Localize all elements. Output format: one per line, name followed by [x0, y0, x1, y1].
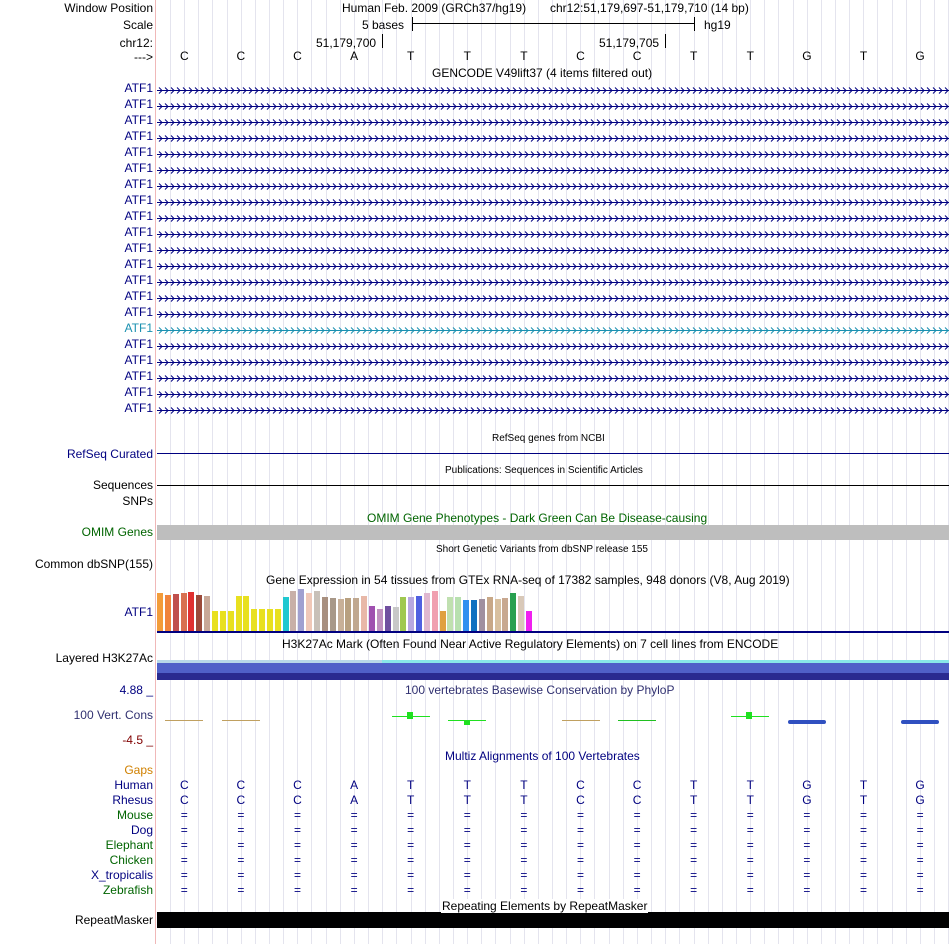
- gencode-transcript-intron[interactable]: [157, 340, 949, 349]
- phylop-score-mark[interactable]: [165, 720, 203, 721]
- base-letter: C: [293, 49, 302, 63]
- gtex-tissue-bar[interactable]: [157, 593, 163, 631]
- gtex-label[interactable]: ATF1: [124, 605, 153, 619]
- publications-label-snps[interactable]: SNPs: [122, 494, 153, 508]
- coord-label-1: 51,179,700: [316, 36, 377, 50]
- multiz-base: =: [520, 883, 528, 897]
- gtex-tissue-bar[interactable]: [267, 609, 273, 631]
- gencode-transcript-intron[interactable]: [157, 372, 949, 381]
- gtex-tissue-bar[interactable]: [361, 596, 367, 631]
- phylop-score-mark[interactable]: [618, 720, 656, 721]
- multiz-base: T: [859, 778, 868, 792]
- omim-label[interactable]: OMIM Genes: [81, 525, 153, 539]
- gencode-transcript-intron[interactable]: [157, 100, 949, 109]
- multiz-base: =: [633, 838, 641, 852]
- base-letter: T: [463, 49, 471, 63]
- multiz-base: =: [633, 808, 641, 822]
- base-letter: T: [746, 49, 754, 63]
- gencode-transcript-label[interactable]: ATF1: [124, 401, 153, 415]
- gtex-tissue-bar[interactable]: [463, 600, 469, 631]
- multiz-base: =: [350, 883, 358, 897]
- multiz-base: =: [803, 838, 811, 852]
- multiz-base: =: [407, 838, 415, 852]
- gencode-transcript-label[interactable]: ATF1: [124, 209, 153, 223]
- multiz-base: =: [293, 808, 301, 822]
- gencode-transcript-label[interactable]: ATF1: [124, 145, 153, 159]
- multiz-title[interactable]: Multiz Alignments of 100 Vertebrates: [445, 749, 640, 763]
- refseq-title[interactable]: RefSeq genes from NCBI: [492, 433, 605, 444]
- gtex-tissue-bar[interactable]: [243, 596, 249, 631]
- phylop-score-mark[interactable]: [731, 716, 769, 717]
- multiz-species-label[interactable]: Elephant: [105, 838, 153, 852]
- multiz-base: T: [746, 778, 754, 792]
- base-letter: T: [690, 49, 698, 63]
- gencode-transcript-intron[interactable]: [157, 324, 949, 333]
- multiz-base: =: [746, 808, 754, 822]
- base-letter: C: [632, 49, 642, 63]
- multiz-base: =: [690, 883, 698, 897]
- multiz-base: =: [407, 883, 415, 897]
- base-letter: G: [802, 49, 812, 63]
- multiz-base: =: [916, 868, 924, 882]
- multiz-base: C: [576, 793, 585, 807]
- dbsnp-title[interactable]: Short Genetic Variants from dbSNP release 155: [436, 544, 648, 555]
- multiz-base: =: [633, 883, 641, 897]
- assembly-title: Human Feb. 2009 (GRCh37/hg19): [342, 1, 527, 15]
- multiz-base: C: [293, 793, 302, 807]
- gtex-tissue-bar[interactable]: [385, 606, 391, 631]
- gencode-transcript-intron[interactable]: [157, 84, 949, 93]
- gencode-transcript-label[interactable]: ATF1: [124, 305, 153, 319]
- multiz-base: A: [350, 793, 359, 807]
- multiz-base: =: [916, 808, 924, 822]
- base-letter: A: [350, 49, 359, 63]
- multiz-base: T: [520, 793, 528, 807]
- multiz-base: =: [916, 883, 924, 897]
- multiz-base: T: [746, 793, 754, 807]
- gtex-tissue-bar[interactable]: [204, 596, 210, 631]
- phylop-score-mark[interactable]: [901, 720, 939, 724]
- window-position-label: Window Position: [64, 1, 153, 15]
- multiz-species-label[interactable]: Zebrafish: [102, 883, 153, 897]
- gencode-transcript-intron[interactable]: [157, 196, 949, 205]
- gtex-tissue-bar[interactable]: [212, 611, 218, 631]
- multiz-base: =: [463, 883, 471, 897]
- multiz-base: =: [237, 838, 245, 852]
- multiz-base: =: [463, 853, 471, 867]
- refseq-gene-line[interactable]: [157, 453, 949, 454]
- gencode-transcript-label[interactable]: ATF1: [124, 177, 153, 191]
- multiz-species-label[interactable]: Rhesus: [112, 793, 153, 807]
- multiz-base: C: [632, 778, 642, 792]
- gencode-transcript-label[interactable]: ATF1: [124, 385, 153, 399]
- gencode-transcript-label[interactable]: ATF1: [124, 193, 153, 207]
- base-letter: T: [407, 49, 415, 63]
- multiz-base: =: [407, 808, 415, 822]
- gtex-tissue-bar[interactable]: [181, 593, 187, 631]
- multiz-base: =: [180, 883, 188, 897]
- repeatmasker-title[interactable]: Repeating Elements by RepeatMasker: [442, 899, 648, 913]
- multiz-base: =: [180, 868, 188, 882]
- multiz-base: =: [520, 808, 528, 822]
- gtex-tissue-bar[interactable]: [393, 607, 399, 631]
- publications-line[interactable]: [157, 485, 949, 486]
- multiz-base: =: [859, 838, 867, 852]
- multiz-base: =: [859, 823, 867, 837]
- phylop-score-mark[interactable]: [392, 716, 430, 717]
- phylop-score-mark[interactable]: [448, 720, 486, 721]
- gtex-tissue-bar[interactable]: [330, 598, 336, 631]
- publications-label-sequences[interactable]: Sequences: [92, 478, 153, 492]
- multiz-base: G: [915, 778, 925, 792]
- h3k27ac-label[interactable]: Layered H3K27Ac: [55, 651, 153, 665]
- multiz-base: =: [859, 853, 867, 867]
- multiz-base: =: [859, 868, 867, 882]
- phylop-title[interactable]: 100 vertebrates Basewise Conservation by PhyloP: [405, 683, 675, 697]
- multiz-base: =: [180, 823, 188, 837]
- multiz-base: =: [180, 808, 188, 822]
- multiz-base: =: [293, 853, 301, 867]
- gencode-transcript-label[interactable]: ATF1: [124, 257, 153, 271]
- multiz-base: G: [915, 793, 925, 807]
- h3k27ac-title[interactable]: H3K27Ac Mark (Often Found Near Active Regulatory Elements) on 7 cell lines from ENCODE: [282, 637, 779, 651]
- multiz-base: =: [293, 838, 301, 852]
- multiz-base: =: [520, 838, 528, 852]
- gtex-tissue-bar[interactable]: [432, 591, 438, 631]
- multiz-species-label[interactable]: Human: [114, 778, 153, 792]
- multiz-base: T: [407, 793, 415, 807]
- gtex-tissue-bar[interactable]: [471, 600, 477, 631]
- multiz-base: =: [350, 823, 358, 837]
- coord-label-2: 51,179,705: [599, 36, 660, 50]
- gtex-tissue-bar[interactable]: [377, 609, 383, 631]
- h3k27ac-layer-dark[interactable]: [157, 673, 949, 680]
- gencode-transcript-label[interactable]: ATF1: [124, 273, 153, 287]
- gtex-title[interactable]: Gene Expression in 54 tissues from GTEx RNA-seq of 17382 samples, 948 donors (V8, Aug 2019): [266, 573, 790, 587]
- omim-bar[interactable]: [157, 525, 949, 540]
- multiz-base: =: [520, 853, 528, 867]
- gtex-tissue-bar[interactable]: [188, 592, 194, 631]
- multiz-base: =: [463, 808, 471, 822]
- gtex-gene-line[interactable]: [157, 631, 949, 633]
- repeatmasker-label[interactable]: RepeatMasker: [74, 913, 153, 927]
- phylop-score-mark[interactable]: [788, 720, 826, 724]
- omim-title[interactable]: OMIM Gene Phenotypes - Dark Green Can Be Disease-causing: [367, 511, 708, 525]
- scale-tick-right: [694, 17, 695, 31]
- coord-tick-2: [665, 34, 666, 48]
- gencode-transcript-label[interactable]: ATF1: [124, 81, 153, 95]
- gtex-tissue-bar[interactable]: [369, 606, 375, 631]
- gencode-transcript-intron[interactable]: [157, 212, 949, 221]
- gencode-transcript-label[interactable]: ATF1: [124, 113, 153, 127]
- gencode-transcript-label[interactable]: ATF1: [124, 337, 153, 351]
- gencode-transcript-intron[interactable]: [157, 356, 949, 365]
- chrom-label: chr12:: [119, 36, 153, 50]
- multiz-base: =: [293, 883, 301, 897]
- gtex-tissue-bar[interactable]: [353, 598, 359, 631]
- multiz-base: =: [803, 823, 811, 837]
- gencode-transcript-intron[interactable]: [157, 388, 949, 397]
- gtex-tissue-bar[interactable]: [290, 591, 296, 631]
- multiz-base: T: [520, 778, 528, 792]
- gencode-transcript-intron[interactable]: [157, 260, 949, 269]
- multiz-base: =: [237, 823, 245, 837]
- gtex-tissue-bar[interactable]: [338, 599, 344, 631]
- base-letter: T: [859, 49, 868, 63]
- multiz-base: =: [350, 838, 358, 852]
- multiz-base: =: [633, 853, 641, 867]
- multiz-species-label[interactable]: Mouse: [116, 808, 153, 822]
- multiz-base: G: [802, 793, 812, 807]
- multiz-base: =: [916, 823, 924, 837]
- multiz-base: T: [463, 793, 471, 807]
- multiz-base: C: [179, 778, 189, 792]
- window-position-text: chr12:51,179,697-51,179,710 (14 bp): [550, 1, 749, 15]
- multiz-base: =: [633, 823, 641, 837]
- multiz-species-label[interactable]: Dog: [130, 823, 153, 837]
- multiz-base: =: [237, 808, 245, 822]
- multiz-base: =: [293, 823, 301, 837]
- gtex-tissue-bar[interactable]: [165, 595, 171, 631]
- gtex-tissue-bar[interactable]: [510, 593, 516, 631]
- multiz-base: =: [407, 868, 415, 882]
- multiz-base: =: [576, 823, 584, 837]
- multiz-base: C: [293, 778, 302, 792]
- refseq-label[interactable]: RefSeq Curated: [66, 447, 153, 461]
- dbsnp-label[interactable]: Common dbSNP(155): [34, 557, 153, 571]
- multiz-base: =: [350, 853, 358, 867]
- gtex-tissue-bar[interactable]: [479, 599, 485, 631]
- multiz-base: =: [916, 838, 924, 852]
- strand-label: --->: [134, 50, 153, 64]
- gtex-tissue-bar[interactable]: [440, 611, 446, 631]
- gencode-transcript-label[interactable]: ATF1: [124, 353, 153, 367]
- phylop-label[interactable]: 100 Vert. Cons: [73, 708, 153, 722]
- multiz-base: T: [407, 778, 415, 792]
- multiz-base: C: [632, 793, 642, 807]
- gtex-tissue-bar[interactable]: [495, 599, 501, 631]
- phylop-score-mark[interactable]: [562, 720, 600, 721]
- label-divider: [155, 0, 156, 944]
- gencode-transcript-intron[interactable]: [157, 228, 949, 237]
- scale-tick-left: [412, 17, 413, 31]
- phylop-max: 4.88 _: [119, 683, 153, 697]
- gtex-tissue-bar[interactable]: [408, 597, 414, 631]
- gtex-tissue-bar[interactable]: [518, 596, 524, 631]
- multiz-base: =: [180, 838, 188, 852]
- gtex-tissue-bar[interactable]: [314, 591, 320, 631]
- multiz-base: =: [803, 853, 811, 867]
- scale-label: Scale: [122, 18, 153, 32]
- gtex-tissue-bar[interactable]: [173, 594, 179, 631]
- gencode-transcript-label[interactable]: ATF1: [124, 161, 153, 175]
- phylop-score-mark[interactable]: [222, 720, 260, 721]
- coord-tick-1: [382, 34, 383, 48]
- multiz-base: =: [633, 868, 641, 882]
- multiz-base: =: [576, 838, 584, 852]
- gtex-tissue-bar[interactable]: [306, 593, 312, 631]
- multiz-base: =: [350, 868, 358, 882]
- gtex-tissue-bar[interactable]: [251, 609, 257, 631]
- multiz-base: =: [293, 868, 301, 882]
- multiz-base: =: [576, 808, 584, 822]
- gencode-transcript-intron[interactable]: [157, 180, 949, 189]
- multiz-base: =: [746, 823, 754, 837]
- gtex-tissue-bar[interactable]: [487, 597, 493, 631]
- multiz-base: =: [690, 838, 698, 852]
- gencode-transcript-intron[interactable]: [157, 148, 949, 157]
- multiz-base: C: [576, 778, 585, 792]
- multiz-base: C: [236, 778, 246, 792]
- scale-db: hg19: [704, 18, 731, 32]
- multiz-base: =: [576, 853, 584, 867]
- gtex-tissue-bar[interactable]: [298, 589, 304, 631]
- multiz-base: =: [690, 868, 698, 882]
- multiz-gaps-label[interactable]: Gaps: [124, 763, 153, 777]
- multiz-base: =: [690, 808, 698, 822]
- gencode-transcript-label[interactable]: ATF1: [124, 369, 153, 383]
- multiz-base: =: [746, 838, 754, 852]
- multiz-base: =: [859, 808, 867, 822]
- gtex-tissue-bar[interactable]: [526, 611, 532, 631]
- multiz-base: =: [180, 853, 188, 867]
- gtex-tissue-bar[interactable]: [196, 595, 202, 631]
- gtex-tissue-bar[interactable]: [220, 611, 226, 631]
- gtex-tissue-bar[interactable]: [416, 596, 422, 631]
- multiz-base: C: [236, 793, 246, 807]
- gtex-tissue-bar[interactable]: [447, 597, 453, 631]
- phylop-min: -4.5 _: [122, 733, 153, 747]
- multiz-base: =: [463, 823, 471, 837]
- gencode-transcript-intron[interactable]: [157, 308, 949, 317]
- gtex-tissue-bar[interactable]: [424, 593, 430, 631]
- base-letter: C: [236, 49, 246, 63]
- multiz-base: =: [576, 883, 584, 897]
- gencode-transcript-intron[interactable]: [157, 164, 949, 173]
- multiz-base: =: [916, 853, 924, 867]
- gtex-tissue-bar[interactable]: [275, 609, 281, 631]
- multiz-base: G: [802, 778, 812, 792]
- multiz-base: =: [350, 808, 358, 822]
- gtex-tissue-bar[interactable]: [322, 597, 328, 631]
- multiz-base: A: [350, 778, 359, 792]
- h3k27ac-layer-blue[interactable]: [157, 663, 949, 673]
- gtex-bar-chart[interactable]: [157, 588, 537, 631]
- multiz-base: =: [746, 853, 754, 867]
- multiz-base: =: [237, 853, 245, 867]
- multiz-base: =: [237, 868, 245, 882]
- gencode-title[interactable]: GENCODE V49lift37 (4 items filtered out): [432, 66, 653, 80]
- gtex-tissue-bar[interactable]: [345, 598, 351, 631]
- multiz-base: =: [803, 868, 811, 882]
- base-letter: T: [520, 49, 528, 63]
- multiz-base: =: [576, 868, 584, 882]
- gencode-transcript-label[interactable]: ATF1: [124, 289, 153, 303]
- gencode-transcript-intron[interactable]: [157, 244, 949, 253]
- multiz-base: =: [746, 868, 754, 882]
- gencode-transcript-label[interactable]: ATF1: [124, 321, 153, 335]
- multiz-base: =: [859, 883, 867, 897]
- base-letter: C: [576, 49, 585, 63]
- multiz-base: =: [407, 853, 415, 867]
- multiz-base: T: [690, 778, 698, 792]
- gencode-transcript-label[interactable]: ATF1: [124, 129, 153, 143]
- multiz-base: C: [179, 793, 189, 807]
- gencode-transcript-intron[interactable]: [157, 132, 949, 141]
- gencode-transcript-label[interactable]: ATF1: [124, 97, 153, 111]
- multiz-base: =: [463, 838, 471, 852]
- multiz-base: =: [237, 883, 245, 897]
- base-letter: G: [915, 49, 925, 63]
- gencode-transcript-label[interactable]: ATF1: [124, 225, 153, 239]
- multiz-base: =: [746, 883, 754, 897]
- gtex-tissue-bar[interactable]: [400, 597, 406, 631]
- multiz-base: =: [520, 868, 528, 882]
- repeatmasker-bar[interactable]: [157, 912, 949, 928]
- gencode-transcript-intron[interactable]: [157, 116, 949, 125]
- gtex-tissue-bar[interactable]: [455, 597, 461, 631]
- gtex-tissue-bar[interactable]: [283, 597, 289, 631]
- gencode-transcript-intron[interactable]: [157, 276, 949, 285]
- scale-bar: [412, 23, 694, 24]
- gtex-tissue-bar[interactable]: [259, 609, 265, 631]
- multiz-species-label[interactable]: X_tropicalis: [90, 868, 153, 882]
- multiz-base: T: [859, 793, 868, 807]
- scale-text: 5 bases: [362, 18, 405, 32]
- gtex-tissue-bar[interactable]: [228, 611, 234, 631]
- multiz-base: =: [463, 868, 471, 882]
- gtex-tissue-bar[interactable]: [236, 596, 242, 631]
- gencode-transcript-label[interactable]: ATF1: [124, 241, 153, 255]
- multiz-base: =: [407, 823, 415, 837]
- multiz-base: =: [803, 883, 811, 897]
- multiz-species-label[interactable]: Chicken: [109, 853, 153, 867]
- multiz-base: T: [690, 793, 698, 807]
- gencode-transcript-intron[interactable]: [157, 404, 949, 413]
- multiz-base: =: [690, 853, 698, 867]
- multiz-base: =: [520, 823, 528, 837]
- multiz-base: T: [463, 778, 471, 792]
- base-letter: C: [179, 49, 189, 63]
- gencode-transcript-intron[interactable]: [157, 292, 949, 301]
- multiz-base: =: [803, 808, 811, 822]
- publications-title[interactable]: Publications: Sequences in Scientific Articles: [445, 465, 643, 476]
- gtex-tissue-bar[interactable]: [502, 598, 508, 631]
- multiz-base: =: [690, 823, 698, 837]
